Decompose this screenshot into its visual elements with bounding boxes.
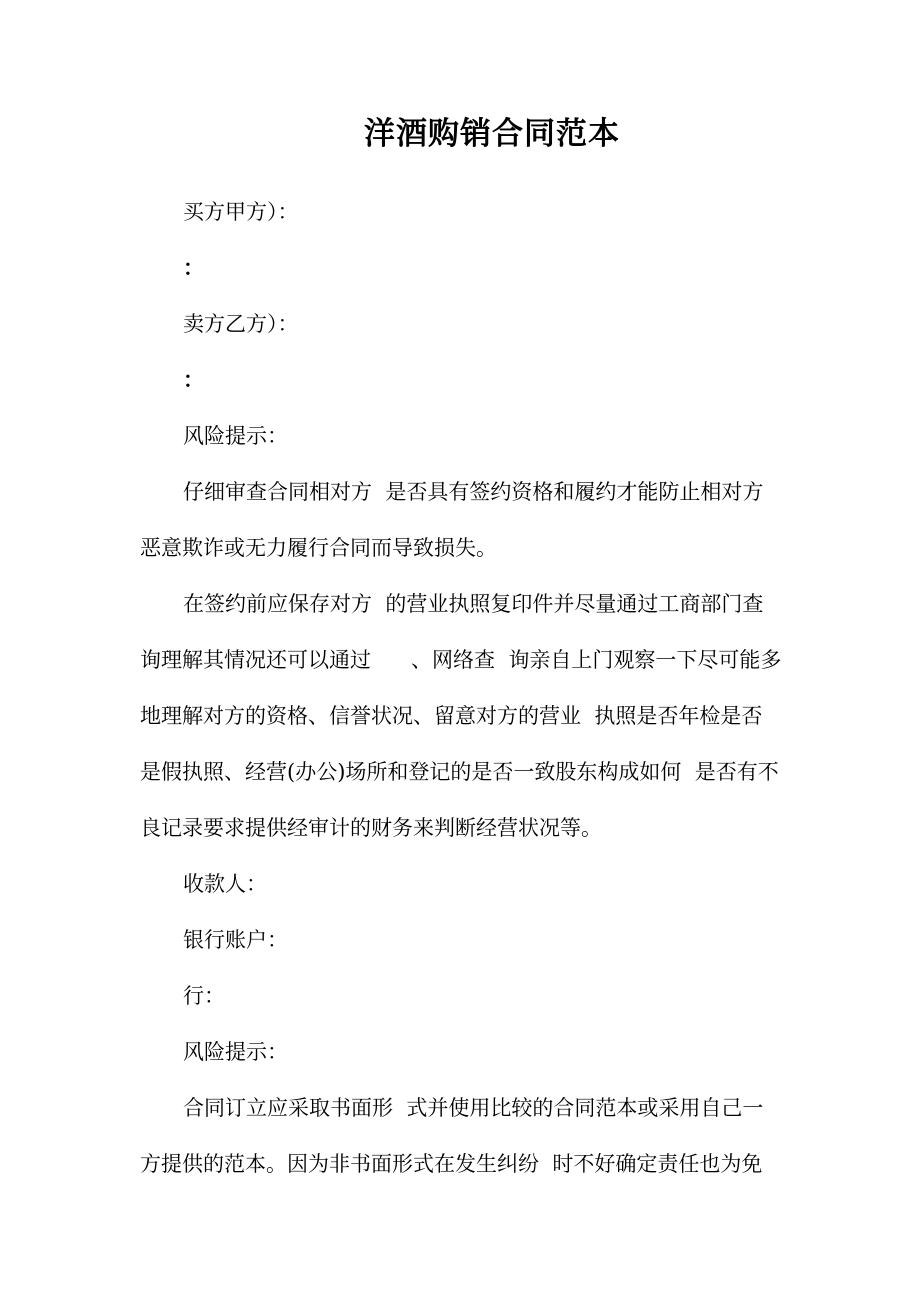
risk-notice-heading: 风险提示： <box>183 1040 288 1064</box>
seller-party-label: 卖方乙方）： <box>183 312 299 336</box>
paragraph-line: 是假执照、经营(办公)场所和登记的是否一致股东构成如何 是否有不 <box>140 760 779 784</box>
paragraph-line: 在签约前应保存对方 的营业执照复印件并尽量通过工商部门查 <box>183 592 764 616</box>
buyer-party-label: 买方甲方）： <box>183 200 299 224</box>
payee-label: 收款人： <box>183 872 267 896</box>
risk-notice-heading: 风险提示： <box>183 424 288 448</box>
bank-account-label: 银行账户： <box>183 928 288 952</box>
bank-label: 行： <box>183 984 225 1008</box>
paragraph-line: 方提供的范本。因为非书面形式在发生纠纷 时不好确定责任也为免 <box>140 1152 763 1176</box>
paragraph-line: 良记录要求提供经审计的财务来判断经营状况等。 <box>140 816 602 840</box>
buyer-party-colon: ： <box>183 255 204 280</box>
document-title: 洋酒购销合同范本 <box>364 116 620 152</box>
paragraph-line: 地理解对方的资格、信誉状况、留意对方的营业 执照是否年检是否 <box>140 704 763 728</box>
paragraph-line: 恶意欺诈或无力履行合同而导致损失。 <box>140 536 497 560</box>
paragraph-line: 询理解其情况还可以通过 、网络查 询亲自上门观察一下尽可能多 <box>140 648 782 672</box>
paragraph-line: 合同订立应采取书面形 式并使用比较的合同范本或采用自己一 <box>183 1096 764 1120</box>
paragraph-line: 仔细审查合同相对方 是否具有签约资格和履约才能防止相对方 <box>183 480 764 504</box>
seller-party-colon: ： <box>183 367 204 392</box>
